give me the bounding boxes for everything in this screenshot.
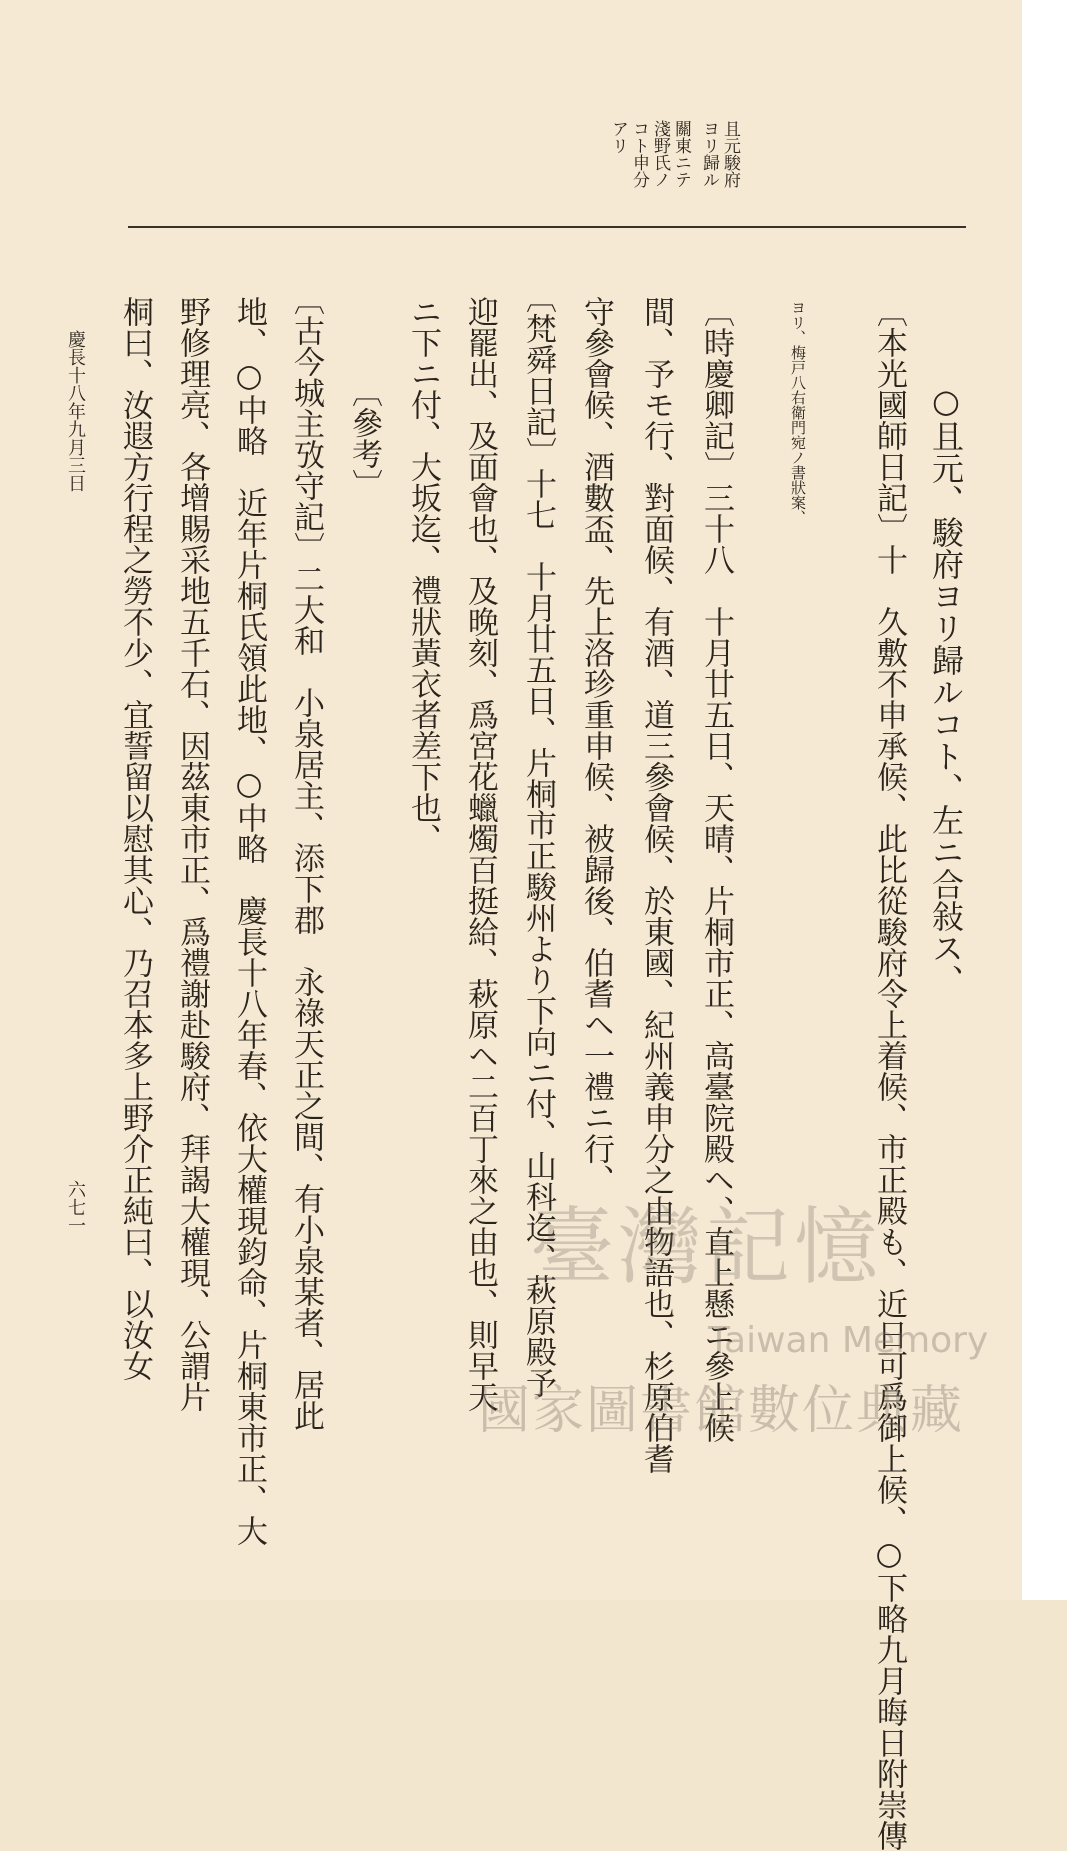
head-note-col-3: 關東ニテ xyxy=(671,120,691,188)
head-note-col-6: アリ xyxy=(608,120,628,154)
text-column-8: 迎罷出、及面會也、及晚刻、爲宮花蠟燭百挺給、萩原ヘ二百丁來之由也、則早天 xyxy=(462,296,498,1412)
footer-date: 慶長十八年九月三日 xyxy=(65,330,86,492)
text-column-5: 間、予モ行、對面候、有酒、道三參會候、於東國、紀州義申分之由物語也、杉原伯耆 xyxy=(638,296,674,1474)
head-note-col-4: 淺野氏ノ xyxy=(650,120,670,188)
text-column-11: 〔古今城主攷守記〕二大和 小泉居主、添下郡 永祿天正之間、有小泉某者、居此 xyxy=(288,284,324,1431)
page-number: 六七一 xyxy=(65,1180,86,1234)
watermark-subtitle: 國家圖書館數位典藏 xyxy=(478,1381,965,1441)
text-column-7: 〔梵舜日記〕十七 十月廿五日、片桐市正駿州より下向ニ付、山科迄、萩原殿予 xyxy=(520,282,556,1398)
watermark-english: Taiwan Memory xyxy=(708,1320,989,1361)
text-column-6: 守參會候、酒數盃、先上洛珍重申候、被歸後、伯耆ヘ一禮ニ行、 xyxy=(578,296,614,1195)
text-column-1: ○且元、駿府ヨリ歸ルコト、左ニ合敍ス、 xyxy=(927,382,965,996)
text-column-13: 野修理亮、各增賜采地五千石、因茲東市正、爲禮謝赴駿府、拜謁大權現、公謂片 xyxy=(174,296,210,1412)
watermark-title: 臺灣記憶 xyxy=(530,1198,883,1296)
head-note-col-5: コト申分 xyxy=(629,120,649,188)
head-note-col-1: 且元駿府 xyxy=(720,120,740,188)
head-note-col-2: ヨリ歸ル xyxy=(699,120,719,188)
scan-edge xyxy=(1022,0,1067,1600)
header-rule xyxy=(128,226,966,228)
text-column-12: 地、○中略 近年片桐氏領此地、○中略 慶長十八年春、依大權現鈞命、片桐東市正、大 xyxy=(231,296,267,1546)
text-column-14: 桐曰、汝遐方行程之勞不少、宜誓留以慰其心、乃召本多上野介正純曰、以汝女 xyxy=(117,296,153,1381)
text-column-9: ニ下ニ付、大坂迄、禮狀黃衣者差下也、 xyxy=(405,296,441,854)
text-column-3: ヨリ、梅戸八右衛門宛ノ書狀案、 xyxy=(789,300,807,525)
text-column-2: 〔本光國師日記〕十 久敷不申承候、此比從駿府令上着候、市正殿も、近日可爲御上候、○下略九月晦日附崇傳 xyxy=(871,296,907,1851)
reference-heading: 〔參考〕 xyxy=(346,376,382,500)
text-column-4: 〔時慶卿記〕三十八 十月廿五日、天晴、片桐市正、高臺院殿ヘ、直上懸ニ參上候 xyxy=(698,296,734,1443)
